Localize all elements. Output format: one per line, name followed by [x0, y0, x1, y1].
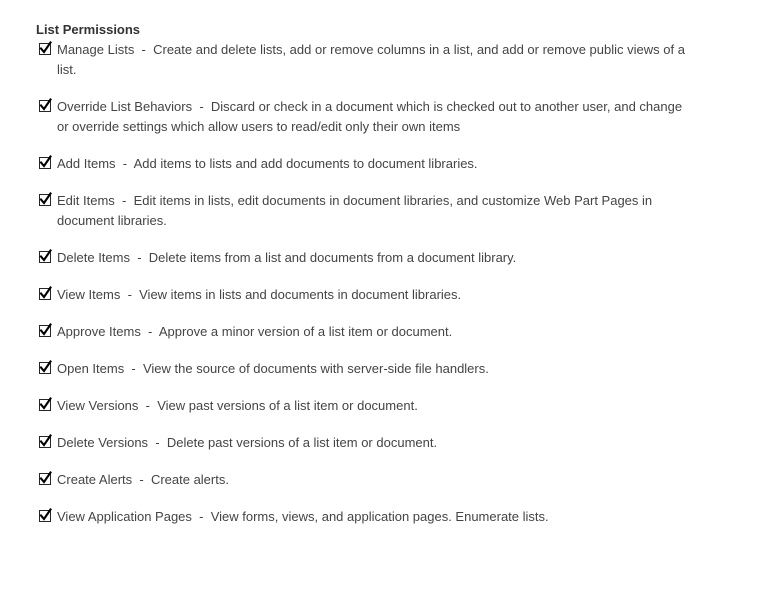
checkbox-create-alerts[interactable] [39, 473, 51, 485]
permission-item-manage-lists [36, 40, 696, 80]
permission-description: View items in lists and documents in document libraries. [139, 287, 462, 302]
separator: - [191, 509, 211, 524]
permission-name: Open Items [57, 361, 125, 376]
checkbox-view-items[interactable] [39, 288, 51, 300]
permission-item-open-items [36, 359, 696, 379]
permission-item-approve-items [36, 322, 696, 342]
separator: - [192, 99, 211, 114]
separator: - [140, 324, 159, 339]
separator: - [129, 250, 149, 265]
permission-name: Override List Behaviors [57, 99, 193, 114]
checkbox-add-items[interactable] [39, 157, 51, 169]
checkbox-manage-lists[interactable] [39, 43, 51, 55]
permission-description: Create alerts. [150, 472, 229, 487]
separator: - [115, 156, 134, 171]
separator: - [124, 361, 143, 376]
checkbox-edit-items[interactable] [39, 194, 51, 206]
permission-description: Discard or check in a document which is checked out to another user, and change or override settings which allow users to read/edit only their own items [57, 99, 683, 134]
permission-item-add-items [36, 154, 696, 174]
permission-item-delete-versions [36, 433, 696, 453]
permission-item-view-application-pages [36, 507, 696, 527]
checkbox-override-list-behaviors[interactable] [39, 100, 51, 112]
permission-description: View forms, views, and application pages. Enumerate lists. [210, 509, 549, 524]
checkbox-open-items[interactable] [39, 362, 51, 374]
checkbox-view-application-pages[interactable] [39, 510, 51, 522]
permission-item-override-list-behaviors [36, 97, 696, 137]
permission-name: Delete Versions [57, 435, 149, 450]
section-title: List Permissions [36, 22, 141, 37]
permission-name: View Application Pages [57, 509, 192, 524]
separator: - [114, 193, 134, 208]
permission-description: Delete items from a list and documents from a document library. [148, 250, 517, 265]
permission-description: Delete past versions of a list item or document. [166, 435, 438, 450]
separator: - [120, 287, 140, 302]
separator: - [132, 472, 151, 487]
permission-item-view-versions [36, 396, 696, 416]
permission-description: Approve a minor version of a list item or document. [158, 324, 453, 339]
separator: - [148, 435, 167, 450]
permission-name: View Items [57, 287, 121, 302]
permission-item-view-items [36, 285, 696, 305]
checkbox-approve-items[interactable] [39, 325, 51, 337]
permission-name: Add Items [57, 156, 116, 171]
permission-name: View Versions [57, 398, 139, 413]
list-permissions-section [36, 22, 696, 544]
permission-description: Add items to lists and add documents to document libraries. [133, 156, 478, 171]
permission-description: View past versions of a list item or document. [157, 398, 418, 413]
permission-name: Create Alerts [57, 472, 133, 487]
permission-description: Edit items in lists, edit documents in document libraries, and customize Web Part Pages in document libraries. [57, 193, 653, 228]
permission-description: Create and delete lists, add or remove columns in a list, and add or remove public views of a list. [57, 42, 685, 77]
separator: - [134, 42, 154, 57]
permission-description: View the source of documents with server-side file handlers. [142, 361, 489, 376]
permission-item-edit-items [36, 191, 696, 231]
permission-name: Delete Items [57, 250, 130, 265]
permission-item-delete-items [36, 248, 696, 268]
checkbox-delete-items[interactable] [39, 251, 51, 263]
permission-list [36, 40, 696, 527]
checkbox-view-versions[interactable] [39, 399, 51, 411]
permission-name: Manage Lists [57, 42, 135, 57]
permission-name: Approve Items [57, 324, 141, 339]
checkbox-delete-versions[interactable] [39, 436, 51, 448]
separator: - [138, 398, 158, 413]
permission-item-create-alerts [36, 470, 696, 490]
permission-name: Edit Items [57, 193, 115, 208]
